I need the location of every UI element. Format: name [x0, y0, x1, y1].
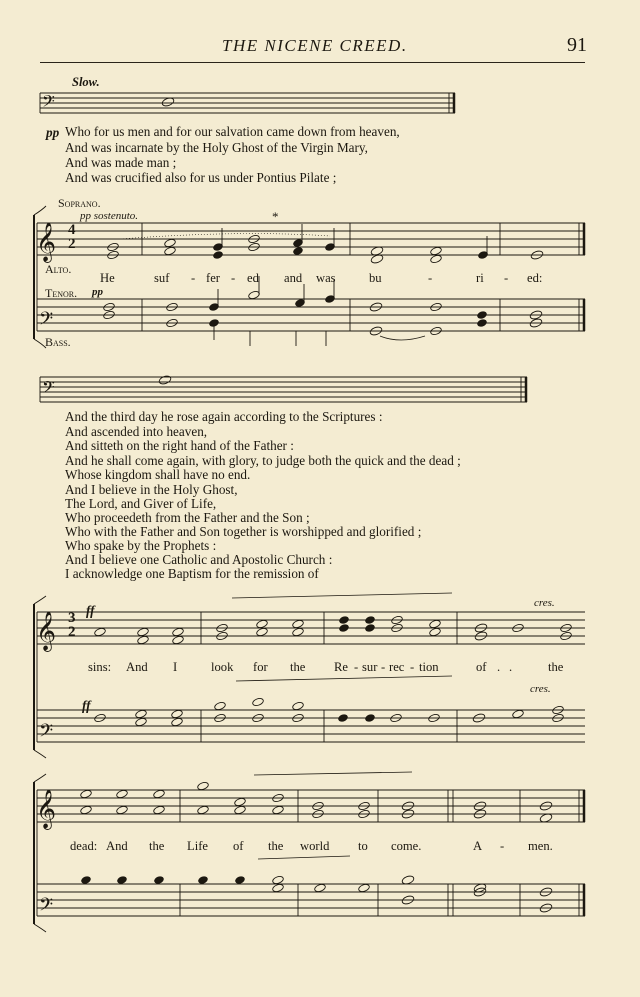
text-line: And was crucified also for us under Pontius Pilate ;: [65, 170, 337, 185]
text-line: And ascended into heaven,: [65, 424, 208, 439]
text-line: Who spake by the Prophets :: [65, 538, 217, 553]
lyric-syllable: was: [316, 271, 336, 285]
lyric-syllable: bu: [369, 271, 382, 285]
lyric-syllable: I: [173, 660, 178, 674]
lyric-syllable: world: [300, 839, 330, 853]
soprano-label: Soprano.: [58, 196, 101, 210]
tempo-marking: Slow.: [72, 75, 100, 89]
lyric-syllable: men.: [528, 839, 553, 853]
text-line: And I believe in the Holy Ghost,: [65, 482, 238, 497]
svg-text:𝄢: 𝄢: [42, 377, 55, 401]
lyric-syllable: He: [100, 271, 115, 285]
lyric-syllable: the: [149, 839, 165, 853]
lyric-syllable: Re: [334, 660, 348, 674]
lyric-syllable: dead:: [70, 839, 98, 853]
lyric-syllable: And: [126, 660, 148, 674]
page-title: THE NICENE CREED.: [222, 36, 408, 55]
time-sig-top: 4: [68, 222, 76, 238]
choral-block-1: [34, 206, 585, 348]
time-sig-bottom: 2: [68, 624, 76, 640]
svg-text:𝄞: 𝄞: [36, 789, 57, 829]
bass-label: Bass.: [45, 335, 71, 349]
text-line: And sitteth on the right hand of the Father :: [65, 438, 294, 453]
text-line: And the third day he rose again according to the Scriptures :: [65, 409, 383, 424]
lyric-syllable: for: [253, 660, 268, 674]
chant-staff-2: [40, 375, 527, 402]
lyric-syllable: the: [548, 660, 564, 674]
lyric-syllable: -: [428, 271, 433, 285]
lyric-syllable: -: [354, 660, 359, 674]
lyric-syllable: ed: [247, 271, 259, 285]
svg-text:𝄢: 𝄢: [42, 91, 55, 115]
soprano-marking: pp sostenuto.: [80, 210, 139, 222]
text-line: The Lord, and Giver of Life,: [65, 496, 217, 511]
text-line: Who proceedeth from the Father and the Son ;: [65, 510, 310, 525]
text-line: I acknowledge one Baptism for the remission of: [65, 566, 319, 581]
lyric-syllable: A: [473, 839, 483, 853]
lyric-syllable: to: [358, 839, 368, 853]
cres-marking: cres.: [534, 597, 555, 609]
svg-text:𝄞: 𝄞: [36, 222, 57, 262]
lyric-syllable: .: [509, 660, 513, 674]
lyric-syllable: And: [106, 839, 128, 853]
tenor-marking: pp: [92, 286, 103, 298]
page-number: 91: [567, 34, 587, 56]
svg-text:𝄞: 𝄞: [36, 611, 57, 651]
lyric-syllable: -: [191, 271, 196, 285]
chant-staff-1: [40, 91, 455, 115]
text-line: Who for us men and for our salvation came down from heaven,: [65, 124, 400, 139]
lyric-syllable: Life: [187, 839, 208, 853]
text-line: And was incarnate by the Holy Ghost of the Virgin Mary,: [65, 140, 368, 155]
lyric-syllable: rec: [389, 660, 405, 674]
text-line: And I believe one Catholic and Apostolic Church :: [65, 552, 333, 567]
lyric-syllable: the: [290, 660, 306, 674]
text-line: And he shall come again, with glory, to judge both the quick and the dead ;: [65, 453, 461, 468]
lyric-syllable: .: [497, 660, 501, 674]
lyric-syllable: ri: [476, 271, 484, 285]
dynamic-marking: pp: [46, 125, 60, 140]
asterisk-mark: *: [272, 209, 279, 224]
svg-text:𝄢: 𝄢: [39, 309, 54, 334]
choral-block-2: [34, 593, 585, 758]
alto-label: Alto.: [45, 262, 72, 276]
lyric-syllable: suf: [154, 271, 170, 285]
lyric-syllable: -: [410, 660, 415, 674]
time-sig-top: 3: [68, 610, 76, 626]
lyric-syllable: -: [500, 839, 505, 853]
lyric-syllable: -: [381, 660, 386, 674]
lyric-syllable: sins:: [88, 660, 112, 674]
lyric-syllable: fer: [206, 271, 220, 285]
lyric-syllable: the: [268, 839, 284, 853]
text-line: And was made man ;: [65, 155, 177, 170]
lyric-syllable: ed:: [527, 271, 543, 285]
lyric-syllable: -: [504, 271, 509, 285]
cres-marking: cres.: [530, 683, 551, 695]
lyric-syllable: -: [231, 271, 236, 285]
lyric-syllable: look: [211, 660, 234, 674]
lyric-syllable: tion: [419, 660, 439, 674]
lyric-syllable: of: [233, 839, 244, 853]
time-sig-bottom: 2: [68, 236, 76, 252]
svg-text:𝄢: 𝄢: [39, 721, 54, 746]
lyric-syllable: and: [284, 271, 303, 285]
svg-text:𝄢: 𝄢: [39, 895, 54, 920]
lyric-syllable: of: [476, 660, 487, 674]
tenor-label: Tenor.: [45, 286, 78, 300]
dynamic-marking: ff: [86, 603, 95, 618]
dynamic-marking: ff: [82, 698, 91, 713]
text-line: Whose kingdom shall have no end.: [65, 467, 251, 482]
lyric-syllable: sur: [362, 660, 378, 674]
lyric-syllable: come.: [391, 839, 422, 853]
text-line: Who with the Father and Son together is worshipped and glorified ;: [65, 524, 422, 539]
